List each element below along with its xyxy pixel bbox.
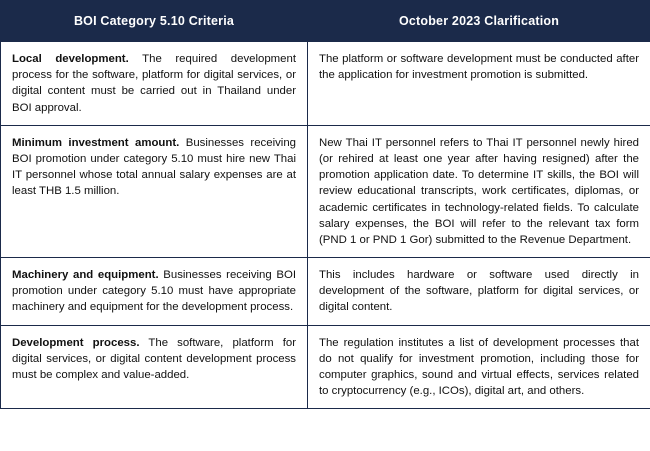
criteria-cell xyxy=(1,258,308,326)
criteria-cell xyxy=(1,42,308,126)
criteria-cell xyxy=(1,125,308,257)
clarification-cell: The platform or software development must be conducted after the application for investment promotion is submitted. xyxy=(308,42,650,126)
clarification-cell: New Thai IT personnel refers to Thai IT personnel newly hired (or rehired at least one year after having resigned) after the promotion application date. To determine IT skills, the BOI will review educational transcripts, work certificates, diplomas, or academic certificates in technology-related fields. To calculate salary expenses, the BOI will refer to the relevant tax form (PND 1 or PND 1 Gor) submitted to the Revenue Department. xyxy=(308,125,650,257)
table-header xyxy=(1,1,650,42)
criteria-cell xyxy=(1,325,308,409)
table-row xyxy=(1,258,650,326)
criteria-body-text: Businesses receiving BOI promotion under category 5.10 must hire new Thai IT personnel whose total annual salary expenses are at least THB 1.5 million. xyxy=(12,136,296,198)
table-row xyxy=(1,125,650,257)
criteria-body-text: The software, platform for digital services, or digital content development process must be complex and value-added. xyxy=(12,336,297,381)
table-body xyxy=(1,42,650,409)
clarification-cell: This includes hardware or software used directly in development of the software, platform for digital services, or digital content. xyxy=(308,258,650,326)
criteria-body-text: Businesses receiving BOI promotion under category 5.10 must have appropriate machinery and equipment for the development process. xyxy=(12,269,296,314)
table-row xyxy=(1,325,650,409)
table-row xyxy=(1,42,650,126)
criteria-lead-label: Development process. xyxy=(12,336,140,349)
column-header-criteria: BOI Category 5.10 Criteria xyxy=(1,1,308,42)
table-header-row xyxy=(1,1,650,42)
clarification-cell: The regulation institutes a list of development processes that do not qualify for investment promotion, including those for computer graphics, sound and virtual effects, services related to cryptocurrency (e.g., ICOs), digital art, and others. xyxy=(308,325,650,409)
criteria-lead-label: Local development. xyxy=(12,53,129,65)
criteria-body-text: The required development process for the software, platform for digital services, or digital content must be carried out in Thailand under BOI approval. xyxy=(12,53,297,114)
criteria-lead-label: Machinery and equipment. xyxy=(12,269,159,282)
column-header-clarification: October 2023 Clarification xyxy=(308,1,650,42)
criteria-lead-label: Minimum investment amount. xyxy=(12,136,180,149)
